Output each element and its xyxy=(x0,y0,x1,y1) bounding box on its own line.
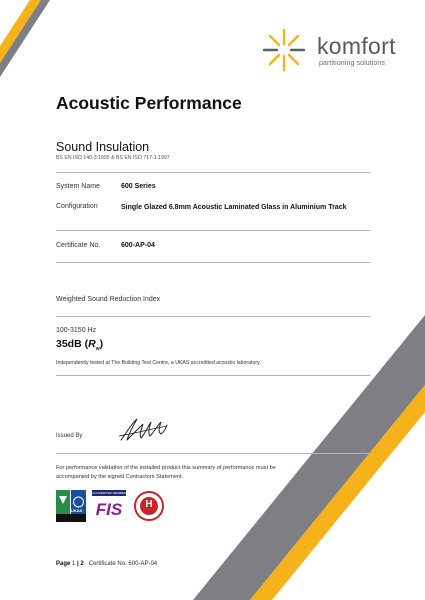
seal-mark: H xyxy=(145,499,153,510)
signature xyxy=(117,416,171,444)
configuration-label: Configuration xyxy=(56,203,98,210)
section-title: Sound Insulation xyxy=(56,140,150,154)
validation-line-1: For performance validation of the installed product this summary of performance must be xyxy=(56,465,276,471)
divider xyxy=(56,230,370,231)
fis-badge xyxy=(92,490,126,522)
fis-logo-text: FIS xyxy=(95,500,123,519)
round-seal-badge xyxy=(134,491,164,521)
ukas-label: UKAS xyxy=(71,508,83,513)
page-total: 2 xyxy=(80,561,84,567)
validation-line-2: accompanied by the signed Contractors Statement. xyxy=(56,474,184,480)
divider xyxy=(56,453,370,454)
sound-reduction-value: 35dB $(R_w)$ xyxy=(56,338,104,353)
standards-reference: BS EN ISO 140-3:1995 & BS EN ISO 717-1:1997 xyxy=(56,155,170,161)
bottom-right-yellow-stripe xyxy=(250,385,425,600)
rw-subscript: w xyxy=(95,346,100,353)
performance-heading: Weighted Sound Reduction Index xyxy=(56,296,161,303)
bottom-right-grey-stripe xyxy=(193,315,425,600)
divider xyxy=(56,172,370,173)
divider xyxy=(56,262,370,263)
configuration-value: Single Glazed 6.8mm Acoustic Laminated Glass in Aluminium Track xyxy=(121,204,347,211)
page-title: Acoustic Performance xyxy=(56,93,242,113)
logo-wordmark: komfort xyxy=(317,33,396,59)
page-footer: Page 1 | 2 Certificate No. 600-AP-04 xyxy=(56,561,158,567)
test-note: Independently tested at The Building Test Centre, a UKAS accredited acoustic laboratory. xyxy=(56,360,261,366)
ukas-badge xyxy=(56,490,86,522)
logo-tagline: partitioning solutions xyxy=(319,60,386,67)
fis-member-label: ACCREDITED MEMBER xyxy=(92,491,126,495)
system-name-label: System Name xyxy=(56,183,100,190)
footer-certificate: Certificate No. 600-AP-04 xyxy=(88,561,158,567)
certificate-label: Certificate No. xyxy=(56,242,101,249)
rw-symbol: R xyxy=(88,338,96,350)
system-name-value: 600 Series xyxy=(121,183,156,190)
komfort-logo xyxy=(261,27,411,75)
divider xyxy=(56,375,370,376)
rw-value: 35dB xyxy=(56,338,82,350)
logo-starburst-icon xyxy=(261,27,307,73)
certificate-value: 600-AP-04 xyxy=(121,242,155,249)
frequency-range: 100-3150 Hz xyxy=(56,327,97,334)
issued-by-label: Issued By xyxy=(56,433,83,439)
page-current: 1 xyxy=(72,561,76,567)
divider xyxy=(56,316,370,317)
page-label: Page xyxy=(56,561,71,567)
